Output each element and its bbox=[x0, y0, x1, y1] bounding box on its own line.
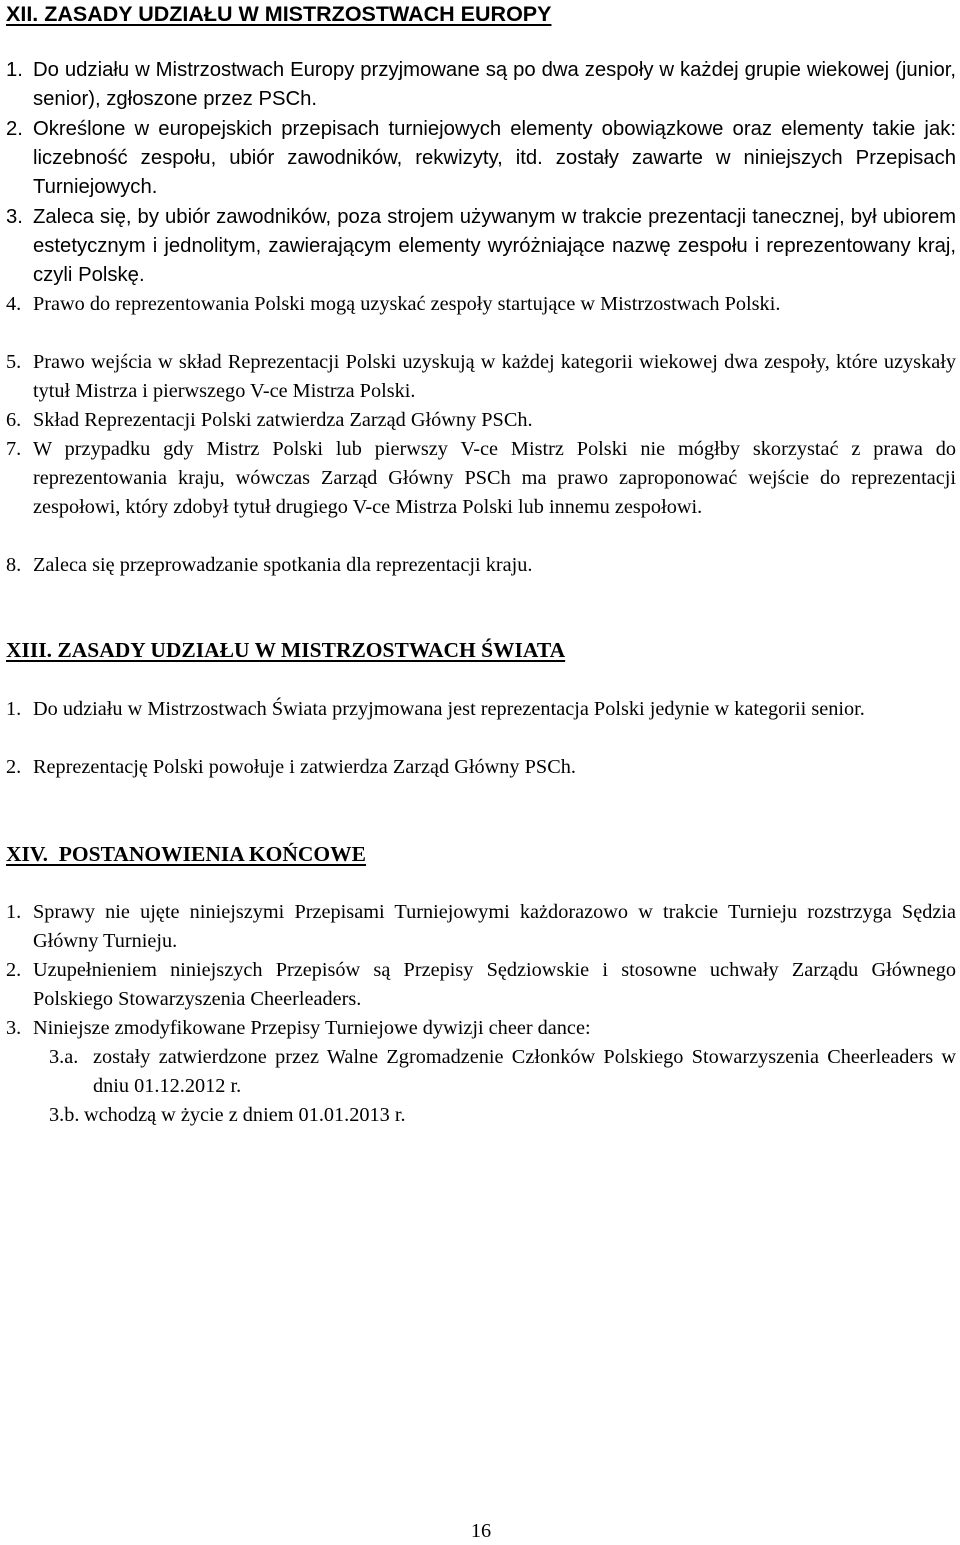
item-number: 7. bbox=[6, 438, 22, 460]
sub-item-number: 3.b. bbox=[49, 1104, 80, 1126]
item-number: 4. bbox=[6, 293, 22, 315]
item-number: 2. bbox=[6, 756, 22, 778]
item-text: Sprawy nie ujęte niniejszymi Przepisami Turniejowymi każdorazowo w trakcie Turnieju rozstrzyga Sędzia Główny Turnieju. bbox=[33, 901, 956, 952]
item-text: Zaleca się przeprowadzanie spotkania dla reprezentacji kraju. bbox=[33, 554, 533, 576]
item-text: Prawo wejścia w skład Reprezentacji Polski uzyskują w każdej kategorii wiekowej dwa zespoły, które uzyskały tytuł Mistrza i pierwszego V-ce Mistrza Polski. bbox=[33, 351, 956, 402]
item-number: 1. bbox=[6, 698, 22, 720]
item-text: W przypadku gdy Mistrz Polski lub pierwszy V-ce Mistrz Polski nie mógłby skorzystać z prawa do reprezentowania kraju, wówczas Zarząd Główny PSCh ma prawo zaproponować wejście do reprezentacji zespołowi, który zdobył tytuł drugiego V-ce Mistrza Polski lub innemu zespołowi. bbox=[33, 438, 956, 518]
page-number: 16 bbox=[470, 1520, 492, 1542]
item-number: 8. bbox=[6, 554, 22, 576]
item-number: 2. bbox=[6, 118, 23, 140]
list-item bbox=[6, 406, 956, 435]
sub-item-number: 3.a. bbox=[49, 1046, 79, 1068]
section-heading-xiv: XIV. POSTANOWIENIA KOŃCOWE bbox=[6, 842, 366, 866]
list-item bbox=[6, 1014, 956, 1043]
item-number: 2. bbox=[6, 959, 22, 981]
list-item bbox=[6, 435, 956, 522]
item-text: Prawo do reprezentowania Polski mogą uzyskać zespoły startujące w Mistrzostwach Polski. bbox=[33, 293, 781, 315]
item-text: Skład Reprezentacji Polski zatwierdza Zarząd Główny PSCh. bbox=[33, 409, 533, 431]
item-text: Zaleca się, by ubiór zawodników, poza strojem używanym w trakcie prezentacji tanecznej, był ubiorem estetycznym i jednolitym, zawierającym elementy wyróżniające nazwę zespołu i reprezentowany kraj, czyli Polskę. bbox=[33, 206, 956, 286]
item-number: 1. bbox=[6, 59, 23, 81]
list-item bbox=[6, 898, 956, 956]
item-text: Do udziału w Mistrzostwach Europy przyjmowane są po dwa zespoły w każdej grupie wiekowej (junior, senior), zgłoszone przez PSCh. bbox=[33, 59, 956, 110]
item-number: 3. bbox=[6, 1017, 22, 1039]
list-item bbox=[6, 956, 956, 1014]
item-text: Niniejsze zmodyfikowane Przepisy Turniejowe dywizji cheer dance: bbox=[33, 1017, 591, 1039]
list-item bbox=[6, 753, 956, 782]
section-heading-xii: XII. ZASADY UDZIAŁU W MISTRZOSTWACH EUROPY bbox=[6, 2, 552, 26]
item-text: Określone w europejskich przepisach turniejowych elementy obowiązkowe oraz elementy takie jak: liczebność zespołu, ubiór zawodników, rekwizyty, itd. zostały zawarte w niniejszych Przepisach Turniejowych. bbox=[33, 118, 956, 198]
list-item bbox=[6, 348, 956, 406]
item-number: 3. bbox=[6, 206, 23, 228]
sub-item-text: zostały zatwierdzone przez Walne Zgromadzenie Członków Polskiego Stowarzyszenia Cheerleaders w dniu 01.12.2012 r. bbox=[93, 1046, 956, 1097]
item-text: Uzupełnieniem niniejszych Przepisów są Przepisy Sędziowskie i stosowne uchwały Zarządu Głównego Polskiego Stowarzyszenia Cheerleaders. bbox=[33, 959, 956, 1010]
sub-list-item bbox=[49, 1043, 956, 1101]
item-number: 5. bbox=[6, 351, 22, 373]
list-item bbox=[6, 290, 956, 319]
section-heading-xiii: XIII. ZASADY UDZIAŁU W MISTRZOSTWACH ŚWIATA bbox=[6, 638, 566, 662]
list-item bbox=[6, 551, 956, 580]
list-item bbox=[6, 115, 956, 202]
item-number: 6. bbox=[6, 409, 22, 431]
sub-item-text: wchodzą w życie z dniem 01.01.2013 r. bbox=[84, 1104, 406, 1126]
list-item bbox=[6, 695, 956, 724]
document-page bbox=[6, 0, 956, 1545]
item-number: 1. bbox=[6, 901, 22, 923]
list-item bbox=[6, 56, 956, 114]
sub-list-item bbox=[49, 1101, 956, 1130]
item-text: Do udziału w Mistrzostwach Świata przyjmowana jest reprezentacja Polski jedynie w kategorii senior. bbox=[33, 698, 865, 720]
item-text: Reprezentację Polski powołuje i zatwierdza Zarząd Główny PSCh. bbox=[33, 756, 576, 778]
list-item bbox=[6, 203, 956, 290]
